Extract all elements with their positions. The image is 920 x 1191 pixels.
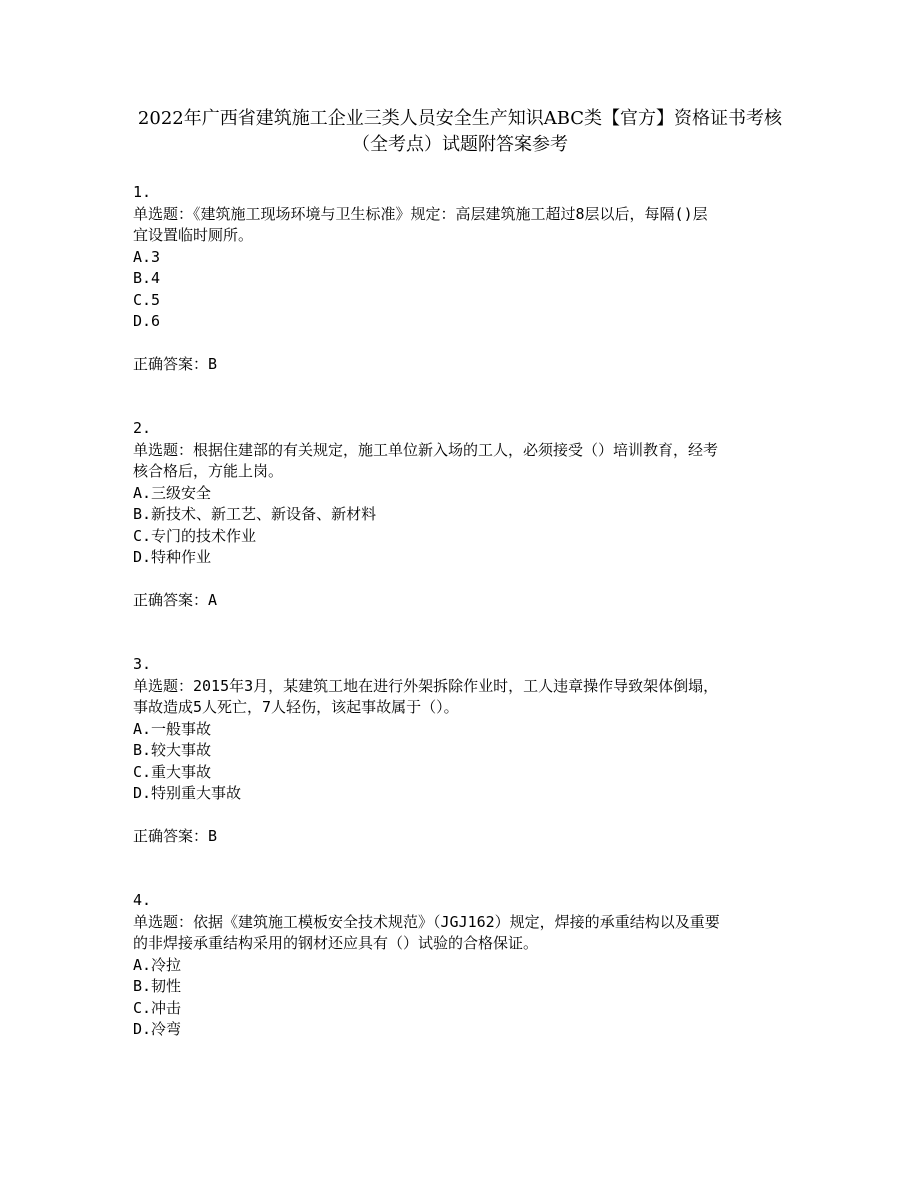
option-b: B.4 bbox=[133, 269, 161, 287]
option-a: A.冷拉 bbox=[133, 955, 182, 974]
question-number: 1. bbox=[133, 183, 152, 201]
question-number: 3. bbox=[133, 655, 152, 673]
option-b: B.韧性 bbox=[133, 977, 182, 995]
option-d: D.特种作业 bbox=[133, 548, 212, 566]
option-d: D.6 bbox=[133, 312, 161, 330]
question-stem-line-1: 单选题：依据《建筑施工模板安全技术规范》（JGJ162）规定，焊接的承重结构以及重要 bbox=[133, 912, 720, 931]
option-c: C.重大事故 bbox=[133, 762, 212, 781]
title-line-1: 2022年广西省建筑施工企业三类人员安全生产知识ABC类【官方】资格证书考核 bbox=[137, 108, 783, 129]
question-4 bbox=[133, 890, 793, 1041]
option-b: B.新技术、新工艺、新设备、新材料 bbox=[133, 505, 377, 523]
question-stem-line-1: 单选题：2015年3月，某建筑工地在进行外架拆除作业时，工人违章操作导致架体倒塌， bbox=[133, 676, 719, 695]
option-d: D.特别重大事故 bbox=[133, 784, 242, 802]
question-stem-line-1: 单选题：《建筑施工现场环境与卫生标准》规定：高层建筑施工超过8层以后，每隔()层 bbox=[133, 204, 708, 223]
question-1 bbox=[133, 182, 793, 376]
question-number: 2. bbox=[133, 419, 152, 437]
option-d: D.冷弯 bbox=[133, 1020, 182, 1038]
correct-answer: 正确答案：B bbox=[133, 355, 218, 373]
question-number: 4. bbox=[133, 891, 152, 909]
correct-answer: 正确答案：A bbox=[133, 591, 218, 609]
question-2 bbox=[133, 418, 793, 612]
option-c: C.专门的技术作业 bbox=[133, 526, 257, 545]
document-title bbox=[100, 106, 820, 158]
option-a: A.三级安全 bbox=[133, 483, 212, 502]
option-a: A.3 bbox=[133, 247, 161, 266]
question-stem-line-2: 核合格后，方能上岗。 bbox=[133, 462, 284, 480]
question-stem-line-2: 宜设置临时厕所。 bbox=[133, 226, 254, 244]
question-stem-line-2: 事故造成5人死亡，7人轻伤，该起事故属于（）。 bbox=[133, 698, 459, 716]
question-3 bbox=[133, 654, 793, 848]
option-c: C.冲击 bbox=[133, 998, 182, 1017]
option-b: B.较大事故 bbox=[133, 741, 212, 759]
correct-answer: 正确答案：B bbox=[133, 827, 218, 845]
option-c: C.5 bbox=[133, 290, 161, 309]
title-line-2: （全考点）试题附答案参考 bbox=[352, 134, 568, 155]
question-stem-line-2: 的非焊接承重结构采用的钢材还应具有（）试验的合格保证。 bbox=[133, 934, 539, 952]
question-stem-line-1: 单选题：根据住建部的有关规定，施工单位新入场的工人，必须接受（）培训教育，经考 bbox=[133, 440, 719, 459]
option-a: A.一般事故 bbox=[133, 719, 212, 738]
